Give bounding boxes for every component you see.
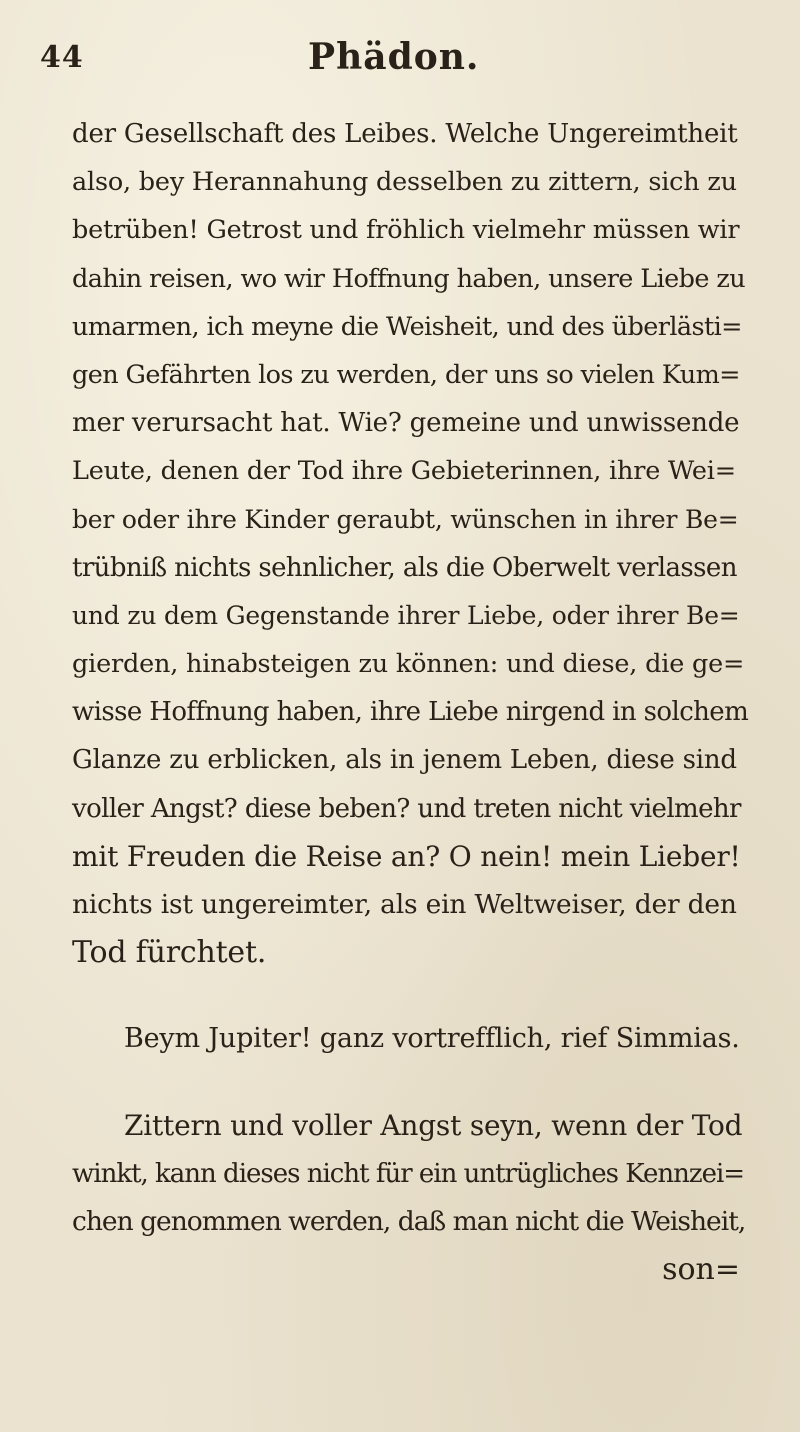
page-number: 44	[40, 40, 84, 75]
paragraph-gap	[72, 977, 748, 1015]
text-line: trübniß nichts sehnlicher, als die Oberwelt verlassen	[72, 552, 737, 583]
catchword: son=	[662, 1252, 740, 1288]
text-line: Leute, denen der Tod ihre Gebieterinnen, ihre Wei=	[72, 456, 736, 487]
text-line: dahin reisen, wo wir Hoffnung haben, unsere Liebe zu	[72, 263, 746, 294]
text-line: der Gesellschaft des Leibes. Welche Ungereimtheit	[72, 119, 738, 149]
text-line: mit Freuden die Reise an? O nein! mein Lieber!	[72, 839, 741, 873]
text-line: gen Gefährten los zu werden, der uns so vielen Kum=	[72, 359, 740, 390]
paragraph-3	[72, 1102, 748, 1247]
text-line: betrüben! Getrost und fröhlich vielmehr müssen wir	[72, 215, 740, 246]
text-line: wisse Hoffnung haben, ihre Liebe nirgend in solchem	[72, 697, 749, 728]
text-line: also, bey Herannahung desselben zu zittern, sich zu	[72, 167, 737, 198]
text-line: Zittern und voller Angst seyn, wenn der Tod	[124, 1108, 743, 1142]
text-line: mer verursacht hat. Wie? gemeine und unwissende	[72, 408, 740, 439]
paragraph-2	[72, 1015, 748, 1063]
text-line: winkt, kann dieses nicht für ein untrügliches Kennzei=	[72, 1158, 745, 1189]
text-line: gierden, hinabsteigen zu können: und diese, die ge=	[72, 649, 745, 680]
paragraph-1	[72, 110, 748, 977]
text-line: und zu dem Gegenstande ihrer Liebe, oder ihrer Be=	[72, 600, 740, 630]
text-line: voller Angst? diese beben? und treten nicht vielmehr	[72, 793, 741, 824]
text-line: Tod fürchtet.	[72, 935, 267, 971]
body-text	[72, 110, 748, 1294]
paragraph-gap	[72, 1064, 748, 1102]
text-line: chen genommen werden, daß man nicht die Weisheit,	[72, 1205, 746, 1237]
text-line: nichts ist ungereimter, als ein Weltweiser, der den	[72, 889, 737, 920]
running-head: Phädon.	[308, 36, 480, 78]
page-header	[40, 36, 740, 90]
text-line: umarmen, ich meyne die Weisheit, und des überlästi=	[72, 311, 742, 342]
text-line: ber oder ihre Kinder geraubt, wünschen in ihrer Be=	[72, 504, 739, 534]
text-line: Glanze zu erblicken, als in jenem Leben, diese sind	[72, 745, 737, 776]
text-line: Beym Jupiter! ganz vortrefflich, rief Simmias.	[124, 1023, 740, 1055]
